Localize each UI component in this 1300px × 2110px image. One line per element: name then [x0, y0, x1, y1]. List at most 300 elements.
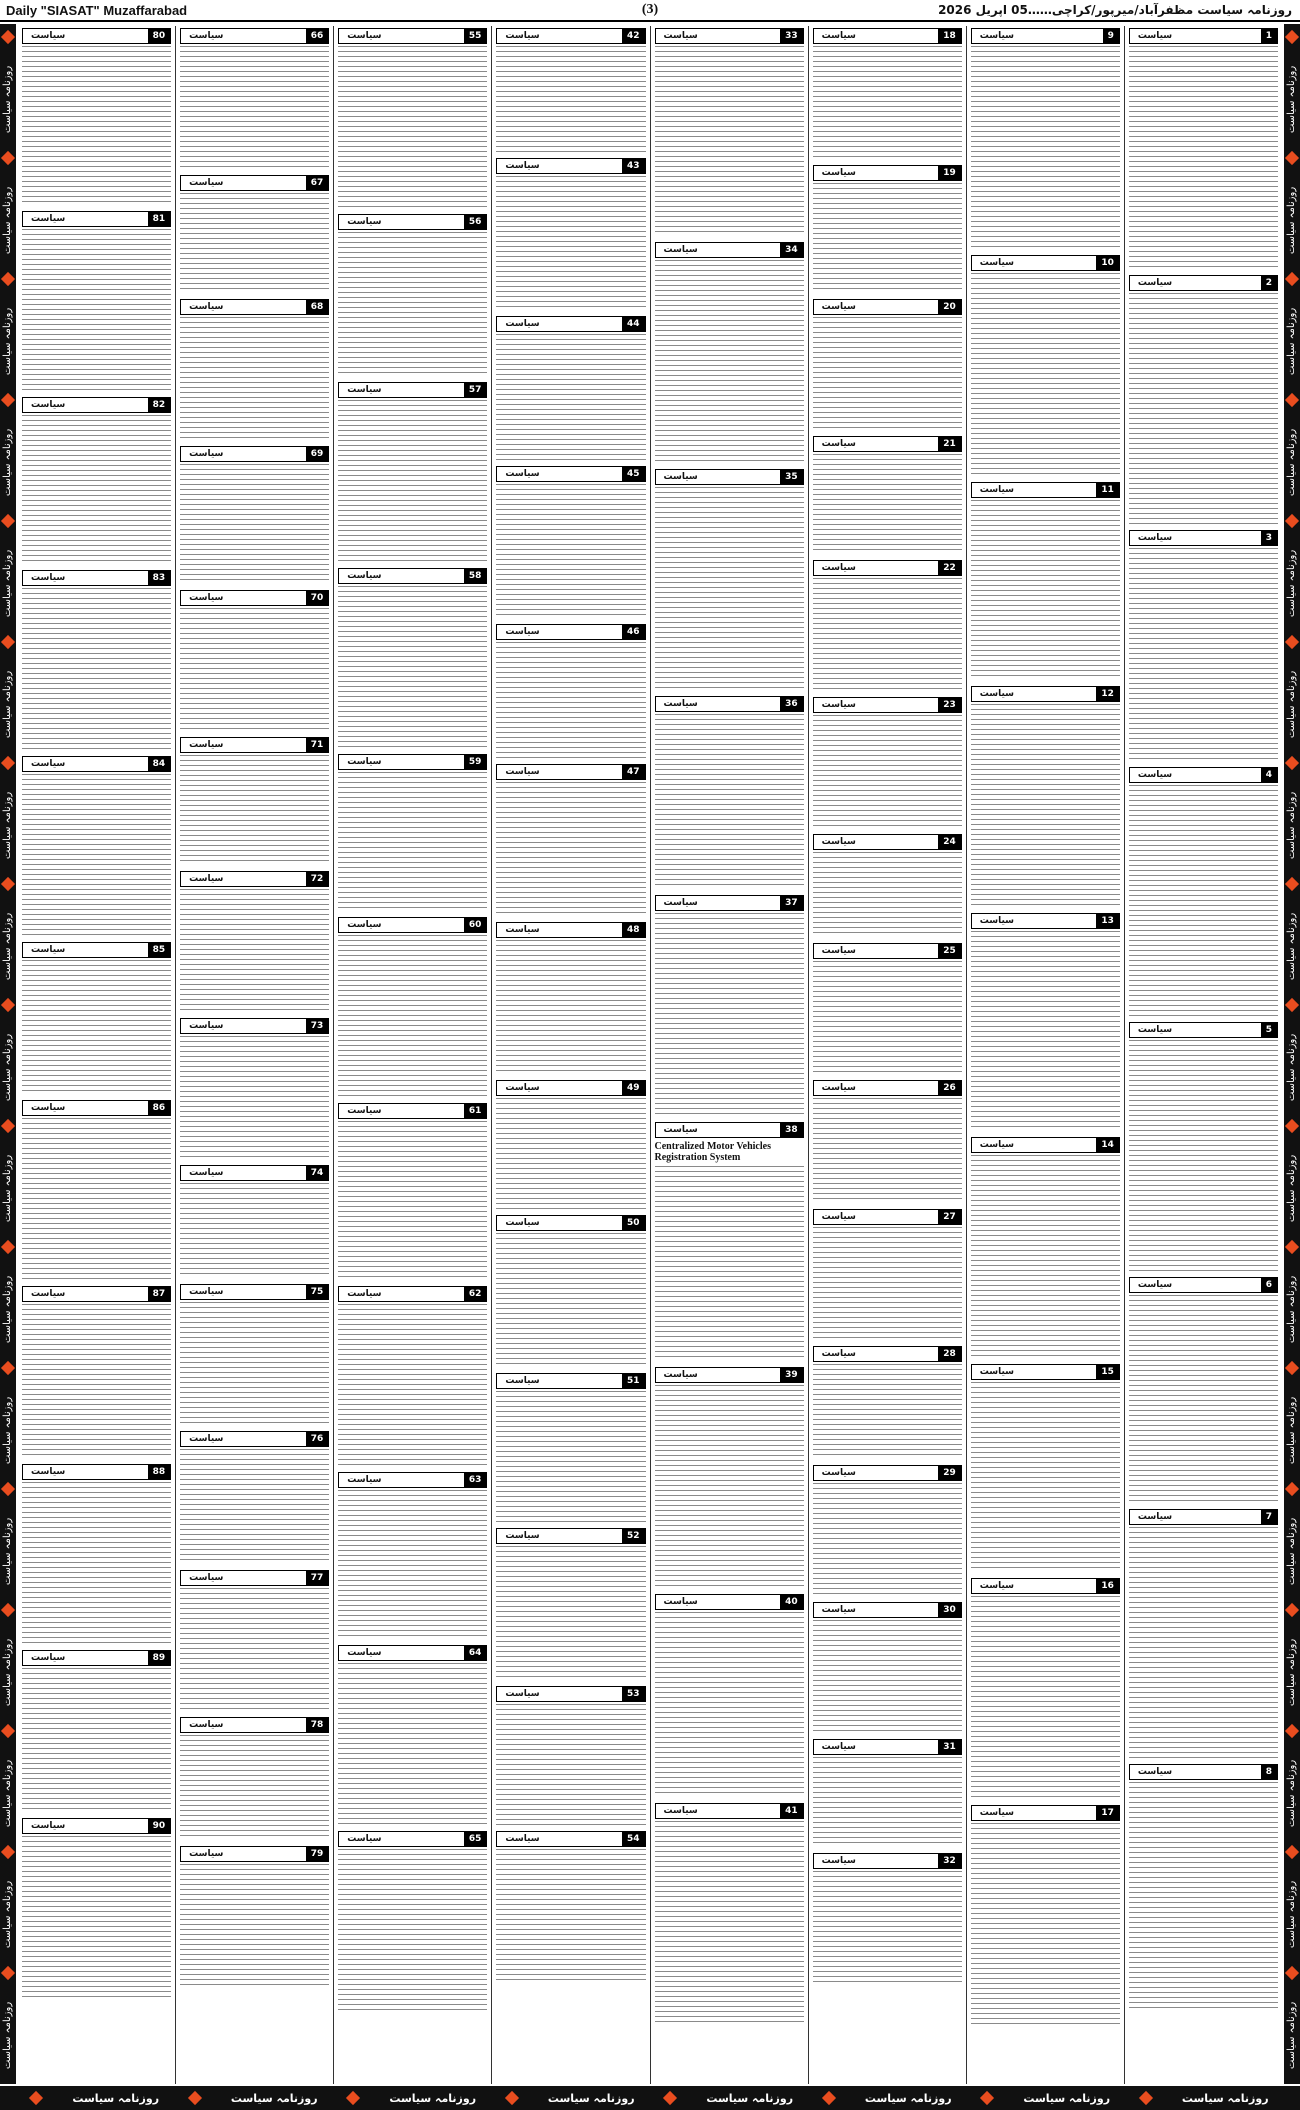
ad-text-body: [180, 46, 329, 169]
footer-label: روزنامہ سیاست: [230, 2091, 318, 2105]
ad-text-body: [496, 782, 645, 916]
classified-ad: [496, 1528, 645, 1680]
ad-column: [966, 26, 1124, 2084]
page-footer: [0, 2086, 1300, 2110]
page-number: (3): [641, 2, 659, 17]
classified-ad: [1129, 767, 1278, 1016]
ad-header: [338, 1831, 487, 1847]
ad-header: [655, 469, 804, 485]
classified-ad: [1129, 275, 1278, 524]
ad-header: [813, 165, 962, 181]
ad-text-body: [180, 1302, 329, 1425]
ad-text-body: [971, 500, 1120, 680]
ad-text-body: [22, 1482, 171, 1644]
classified-ad: [338, 214, 487, 376]
ad-brand: سیاست: [347, 571, 382, 581]
ad-number: 52: [622, 1529, 645, 1543]
ad-brand: سیاست: [189, 302, 224, 312]
ad-number: 38: [780, 1123, 803, 1137]
ad-brand: سیاست: [347, 1106, 382, 1116]
ad-text-body: [1129, 1295, 1278, 1503]
ad-brand: سیاست: [31, 1103, 66, 1113]
ad-number: 89: [148, 1651, 171, 1665]
ad-text-body: [655, 260, 804, 463]
strip-label: روزنامہ سیاست: [1286, 428, 1298, 496]
ad-brand: سیاست: [505, 627, 540, 637]
ad-brand: سیاست: [1137, 31, 1173, 41]
ad-brand: سیاست: [347, 385, 382, 395]
ad-brand: سیاست: [821, 1742, 856, 1752]
ad-header: [655, 1122, 804, 1138]
classified-ad: [22, 1286, 171, 1458]
ad-number: 51: [622, 1374, 645, 1388]
strip-label: روزنامہ سیاست: [2, 549, 14, 617]
ad-brand: سیاست: [505, 1083, 540, 1093]
ad-text-body: [180, 1864, 329, 1987]
right-border-strip: [1284, 24, 1300, 2084]
ad-brand: سیاست: [31, 573, 66, 583]
star-mark-icon: [346, 2091, 360, 2105]
strip-label: روزنامہ سیاست: [2, 1880, 14, 1948]
classified-ad: [496, 764, 645, 916]
ad-text-body: [813, 317, 962, 430]
classified-ad: [813, 943, 962, 1074]
classified-ad: [813, 299, 962, 430]
ad-number: 29: [938, 1466, 961, 1480]
ad-header: [22, 756, 171, 772]
ad-text-body: [496, 334, 645, 460]
ad-text-body: [22, 1304, 171, 1458]
ad-number: 17: [1096, 1806, 1119, 1820]
ad-header: [338, 568, 487, 584]
ad-number: 81: [148, 212, 171, 226]
ad-number: 12: [1096, 687, 1119, 701]
ad-number: 63: [464, 1473, 487, 1487]
ad-text-body: [655, 714, 804, 889]
ad-header: [338, 917, 487, 933]
ad-brand: سیاست: [189, 1434, 224, 1444]
classified-ad: [22, 570, 171, 750]
ad-brand: سیاست: [979, 916, 1015, 926]
classified-ad: [813, 1080, 962, 1203]
ad-number: 30: [938, 1603, 961, 1617]
ad-header: [180, 299, 329, 315]
ad-number: 75: [306, 1285, 329, 1299]
ad-column: [808, 26, 966, 2084]
ad-text-body: [180, 608, 329, 731]
ad-brand: سیاست: [189, 1021, 224, 1031]
classified-ad: [496, 1373, 645, 1522]
ad-number: 61: [464, 1104, 487, 1118]
ad-brand: سیاست: [347, 920, 382, 930]
classified-ad: [1129, 1022, 1278, 1271]
ad-text-body: [655, 1385, 804, 1588]
ad-text-body: [180, 889, 329, 1012]
ad-number: 83: [148, 571, 171, 585]
ad-brand: سیاست: [979, 258, 1015, 268]
ad-brand: سیاست: [821, 1856, 856, 1866]
ad-number: 3: [1261, 531, 1277, 545]
ad-header: [180, 1165, 329, 1181]
ad-brand: سیاست: [821, 439, 856, 449]
ad-text-body: [496, 484, 645, 618]
ad-brand: سیاست: [821, 31, 856, 41]
star-mark-icon: [822, 2091, 836, 2105]
ad-number: 74: [306, 1166, 329, 1180]
ad-header: [338, 1645, 487, 1661]
ad-header: [22, 1818, 171, 1834]
ad-header: [813, 436, 962, 452]
ad-number: 31: [938, 1740, 961, 1754]
ad-number: 1: [1261, 29, 1277, 43]
strip-label: روزنامہ سیاست: [2, 1638, 14, 1706]
ad-number: 5: [1261, 1023, 1277, 1037]
ad-header: [22, 1464, 171, 1480]
ad-text-body: [813, 578, 962, 691]
ad-text-body: [496, 1098, 645, 1209]
classified-ad: [813, 1209, 962, 1340]
ad-number: 77: [306, 1571, 329, 1585]
footer-label: روزنامہ سیاست: [864, 2091, 952, 2105]
ad-text-body: [22, 1668, 171, 1812]
ad-number: 33: [780, 29, 803, 43]
strip-label: روزنامہ سیاست: [2, 65, 14, 133]
ad-header: [180, 1431, 329, 1447]
ad-number: 76: [306, 1432, 329, 1446]
strip-label: روزنامہ سیاست: [2, 670, 14, 738]
ad-brand: سیاست: [505, 1689, 540, 1699]
masthead-latin: Daily "SIASAT" Muzaffarabad: [6, 3, 188, 18]
ad-text-body: [338, 586, 487, 748]
ad-number: 68: [306, 300, 329, 314]
ad-text-body: [338, 1304, 487, 1466]
ad-brand: سیاست: [821, 1349, 856, 1359]
ad-number: 41: [780, 1804, 803, 1818]
classified-ad: [655, 469, 804, 690]
ad-text-body: [338, 1849, 487, 2011]
ad-text-body: [1129, 548, 1278, 761]
ad-brand: سیاست: [979, 31, 1015, 41]
ad-number: 78: [306, 1718, 329, 1732]
ad-text-body: [496, 642, 645, 758]
ad-brand: سیاست: [663, 245, 698, 255]
ad-brand: سیاست: [979, 1367, 1015, 1377]
ad-number: 8: [1261, 1765, 1277, 1779]
ad-number: 15: [1096, 1365, 1119, 1379]
classified-ad: [338, 1645, 487, 1825]
ad-brand: سیاست: [505, 1376, 540, 1386]
classified-ad: [1129, 28, 1278, 269]
classified-ad: [180, 590, 329, 731]
strip-label: روزنامہ سیاست: [2, 1396, 14, 1464]
ad-text-body: [22, 960, 171, 1094]
classified-ad: [813, 1739, 962, 1847]
ad-header: [496, 922, 645, 938]
ad-number: 7: [1261, 1510, 1277, 1524]
ad-brand: سیاست: [505, 31, 540, 41]
ad-brand: سیاست: [505, 1531, 540, 1541]
ad-brand: سیاست: [505, 469, 540, 479]
ad-brand: سیاست: [31, 400, 66, 410]
ad-brand: سیاست: [31, 1467, 66, 1477]
ad-number: 10: [1096, 256, 1119, 270]
classified-ad: [971, 28, 1120, 249]
ad-number: 20: [938, 300, 961, 314]
ad-number: 88: [148, 1465, 171, 1479]
classified-ad: [813, 1346, 962, 1459]
ad-text-body: [22, 1118, 171, 1280]
footer-label: روزنامہ سیاست: [706, 2091, 794, 2105]
ad-brand: سیاست: [1137, 1280, 1173, 1290]
ad-brand: سیاست: [1137, 770, 1173, 780]
strip-label: روزنامہ سیاست: [2, 1154, 14, 1222]
ad-text-body: [338, 1663, 487, 1825]
ad-brand: سیاست: [189, 740, 224, 750]
ad-header: [496, 28, 645, 44]
classified-ad: [655, 1367, 804, 1588]
ad-number: 44: [622, 317, 645, 331]
classified-ad: [22, 397, 171, 564]
ad-text-body: [813, 454, 962, 554]
ad-header: [338, 1286, 487, 1302]
strip-label: روزنامہ سیاست: [1286, 1880, 1298, 1948]
strip-label: روزنامہ سیاست: [2, 912, 14, 980]
ad-text-body: [22, 229, 171, 391]
classified-ad: [813, 1853, 962, 1984]
ad-header: [180, 175, 329, 191]
footer-label: روزنامہ سیاست: [389, 2091, 477, 2105]
ad-brand: سیاست: [821, 1468, 856, 1478]
ad-brand: سیاست: [1137, 533, 1173, 543]
ad-brand: سیاست: [31, 214, 66, 224]
ad-number: 85: [148, 943, 171, 957]
strip-label: روزنامہ سیاست: [1286, 1275, 1298, 1343]
ad-header: [180, 1018, 329, 1034]
classified-ad: [971, 686, 1120, 907]
ad-text-body: [971, 1382, 1120, 1572]
ad-text-body: [655, 1821, 804, 2024]
strip-label: روزنامہ سیاست: [1286, 1396, 1298, 1464]
star-mark-icon: [980, 2091, 994, 2105]
classified-ad: [496, 922, 645, 1074]
ad-header: [338, 754, 487, 770]
ad-number: 39: [780, 1368, 803, 1382]
strip-label: روزنامہ سیاست: [1286, 1033, 1298, 1101]
classified-ad: [496, 28, 645, 152]
strip-label: روزنامہ سیاست: [2, 186, 14, 254]
ad-brand: سیاست: [189, 874, 224, 884]
ad-text-body: [655, 1166, 804, 1361]
classified-ad: [813, 436, 962, 554]
ad-text-body: [813, 715, 962, 828]
ad-header: [496, 1686, 645, 1702]
ad-text-body: [496, 1233, 645, 1367]
ad-header: [813, 1346, 962, 1362]
ad-column: [650, 26, 808, 2084]
ad-text-body: [1129, 1782, 1278, 2010]
ad-header: [496, 1831, 645, 1847]
ad-brand: سیاست: [821, 700, 856, 710]
ad-brand: سیاست: [505, 925, 540, 935]
ad-header: [22, 570, 171, 586]
ad-header: [655, 28, 804, 44]
ad-number: 11: [1096, 483, 1119, 497]
ad-brand: سیاست: [189, 1849, 224, 1859]
ad-text-body: [813, 1620, 962, 1733]
classified-ad: [1129, 530, 1278, 761]
classified-ad: [655, 28, 804, 236]
ad-brand: سیاست: [189, 1720, 224, 1730]
classified-ad: [496, 316, 645, 460]
ad-text-body: [338, 772, 487, 911]
ad-header: [655, 696, 804, 712]
strip-label: روزنامہ سیاست: [1286, 549, 1298, 617]
ad-brand: سیاست: [347, 1834, 382, 1844]
classified-ad: [180, 1165, 329, 1278]
ad-text-body: [813, 852, 962, 937]
ad-brand: سیاست: [31, 759, 66, 769]
ad-brand: سیاست: [979, 689, 1015, 699]
ad-text-body: [180, 1449, 329, 1564]
ad-number: 69: [306, 447, 329, 461]
ad-brand: سیاست: [505, 767, 540, 777]
star-mark-icon: [1, 30, 15, 44]
strip-label: روزنامہ سیاست: [1286, 1638, 1298, 1706]
classified-ad: [813, 697, 962, 828]
ad-header: [496, 624, 645, 640]
ad-number: 59: [464, 755, 487, 769]
classified-ad: [338, 754, 487, 911]
star-mark-icon: [29, 2091, 43, 2105]
ad-text-body: [496, 1704, 645, 1825]
classified-ad: [496, 1080, 645, 1209]
footer-label: روزنامہ سیاست: [1181, 2091, 1269, 2105]
ad-text-body: [180, 1036, 329, 1159]
ad-number: 48: [622, 923, 645, 937]
ad-header: [22, 397, 171, 413]
ad-number: 49: [622, 1081, 645, 1095]
ad-text-body: [813, 1364, 962, 1459]
classified-ad: [1129, 1277, 1278, 1503]
ad-brand: سیاست: [821, 563, 856, 573]
strip-label: روزنامہ سیاست: [1286, 670, 1298, 738]
ad-text-body: [1129, 1527, 1278, 1758]
ad-brand: سیاست: [1137, 1767, 1173, 1777]
ad-brand: سیاست: [663, 1597, 698, 1607]
classified-ad: [180, 446, 329, 584]
ad-text-body: [180, 193, 329, 293]
ad-text-body: [338, 935, 487, 1097]
ad-header: [655, 1367, 804, 1383]
ad-text-body: [813, 1483, 962, 1596]
ad-header: [813, 28, 962, 44]
ad-brand: سیاست: [189, 593, 224, 603]
strip-label: روزنامہ سیاست: [2, 1033, 14, 1101]
ad-brand: سیاست: [1137, 1025, 1173, 1035]
ad-text-body: [971, 46, 1120, 249]
ad-header: [1129, 28, 1278, 44]
ad-brand: سیاست: [31, 1821, 66, 1831]
strip-label: روزنامہ سیاست: [1286, 912, 1298, 980]
ad-number: 21: [938, 437, 961, 451]
ad-number: 73: [306, 1019, 329, 1033]
ad-text-body: [496, 46, 645, 152]
ad-text-body: [22, 415, 171, 564]
classified-ad: [813, 834, 962, 937]
classified-ad: [338, 1472, 487, 1639]
ad-header: [180, 1570, 329, 1586]
ad-header: [813, 1209, 962, 1225]
ad-header: [813, 1080, 962, 1096]
ad-number: 19: [938, 166, 961, 180]
ad-number: 22: [938, 561, 961, 575]
strip-label: روزنامہ سیاست: [1286, 1517, 1298, 1585]
left-border-strip: [0, 24, 16, 2084]
classified-ad: [496, 466, 645, 618]
ad-brand: سیاست: [189, 449, 224, 459]
ad-column: [333, 26, 491, 2084]
strip-label: روزنامہ سیاست: [1286, 186, 1298, 254]
ad-text-body: [496, 1546, 645, 1680]
classified-ad: [655, 1594, 804, 1797]
classified-ad: [338, 382, 487, 562]
star-mark-icon: [663, 2091, 677, 2105]
ad-brand: سیاست: [821, 1083, 856, 1093]
strip-label: روزنامہ سیاست: [1286, 1759, 1298, 1827]
ad-header: [180, 1284, 329, 1300]
ad-header: [1129, 767, 1278, 783]
ad-text-body: [971, 1155, 1120, 1358]
ad-header: [1129, 1277, 1278, 1293]
classified-ad: [496, 1686, 645, 1825]
ad-header: [655, 242, 804, 258]
classified-ad: [813, 1602, 962, 1733]
ad-column: [1124, 26, 1282, 2084]
ad-number: 42: [622, 29, 645, 43]
ad-text-body: [971, 1596, 1120, 1799]
classified-ad: [22, 756, 171, 936]
strip-label: روزنامہ سیاست: [1286, 791, 1298, 859]
classified-ad: [655, 895, 804, 1116]
ad-brand: سیاست: [663, 1370, 698, 1380]
ad-brand: سیاست: [663, 1125, 698, 1135]
classified-ad: [655, 696, 804, 889]
ad-header: [496, 158, 645, 174]
ad-header: [22, 1650, 171, 1666]
ad-number: 13: [1096, 914, 1119, 928]
ad-header: [813, 1602, 962, 1618]
strip-label: روزنامہ سیاست: [2, 1759, 14, 1827]
ad-brand: سیاست: [505, 1218, 540, 1228]
ad-brand: سیاست: [31, 1289, 66, 1299]
ad-text-body: [1129, 293, 1278, 524]
ad-header: [180, 1846, 329, 1862]
ad-header: [180, 590, 329, 606]
ad-brand: سیاست: [821, 168, 856, 178]
ad-brand: سیاست: [347, 31, 382, 41]
strip-label: روزنامہ سیاست: [1286, 65, 1298, 133]
ad-text-body: [813, 1871, 962, 1984]
ad-number: 4: [1261, 768, 1277, 782]
classified-ad: [22, 1818, 171, 1998]
ad-text-body: [813, 1227, 962, 1340]
ad-brand: سیاست: [663, 1806, 698, 1816]
classified-ad: [971, 1578, 1120, 1799]
ad-number: 45: [622, 467, 645, 481]
ad-number: 37: [780, 896, 803, 910]
ad-text-body: [338, 1490, 487, 1639]
footer-label: روزنامہ سیاست: [1023, 2091, 1111, 2105]
